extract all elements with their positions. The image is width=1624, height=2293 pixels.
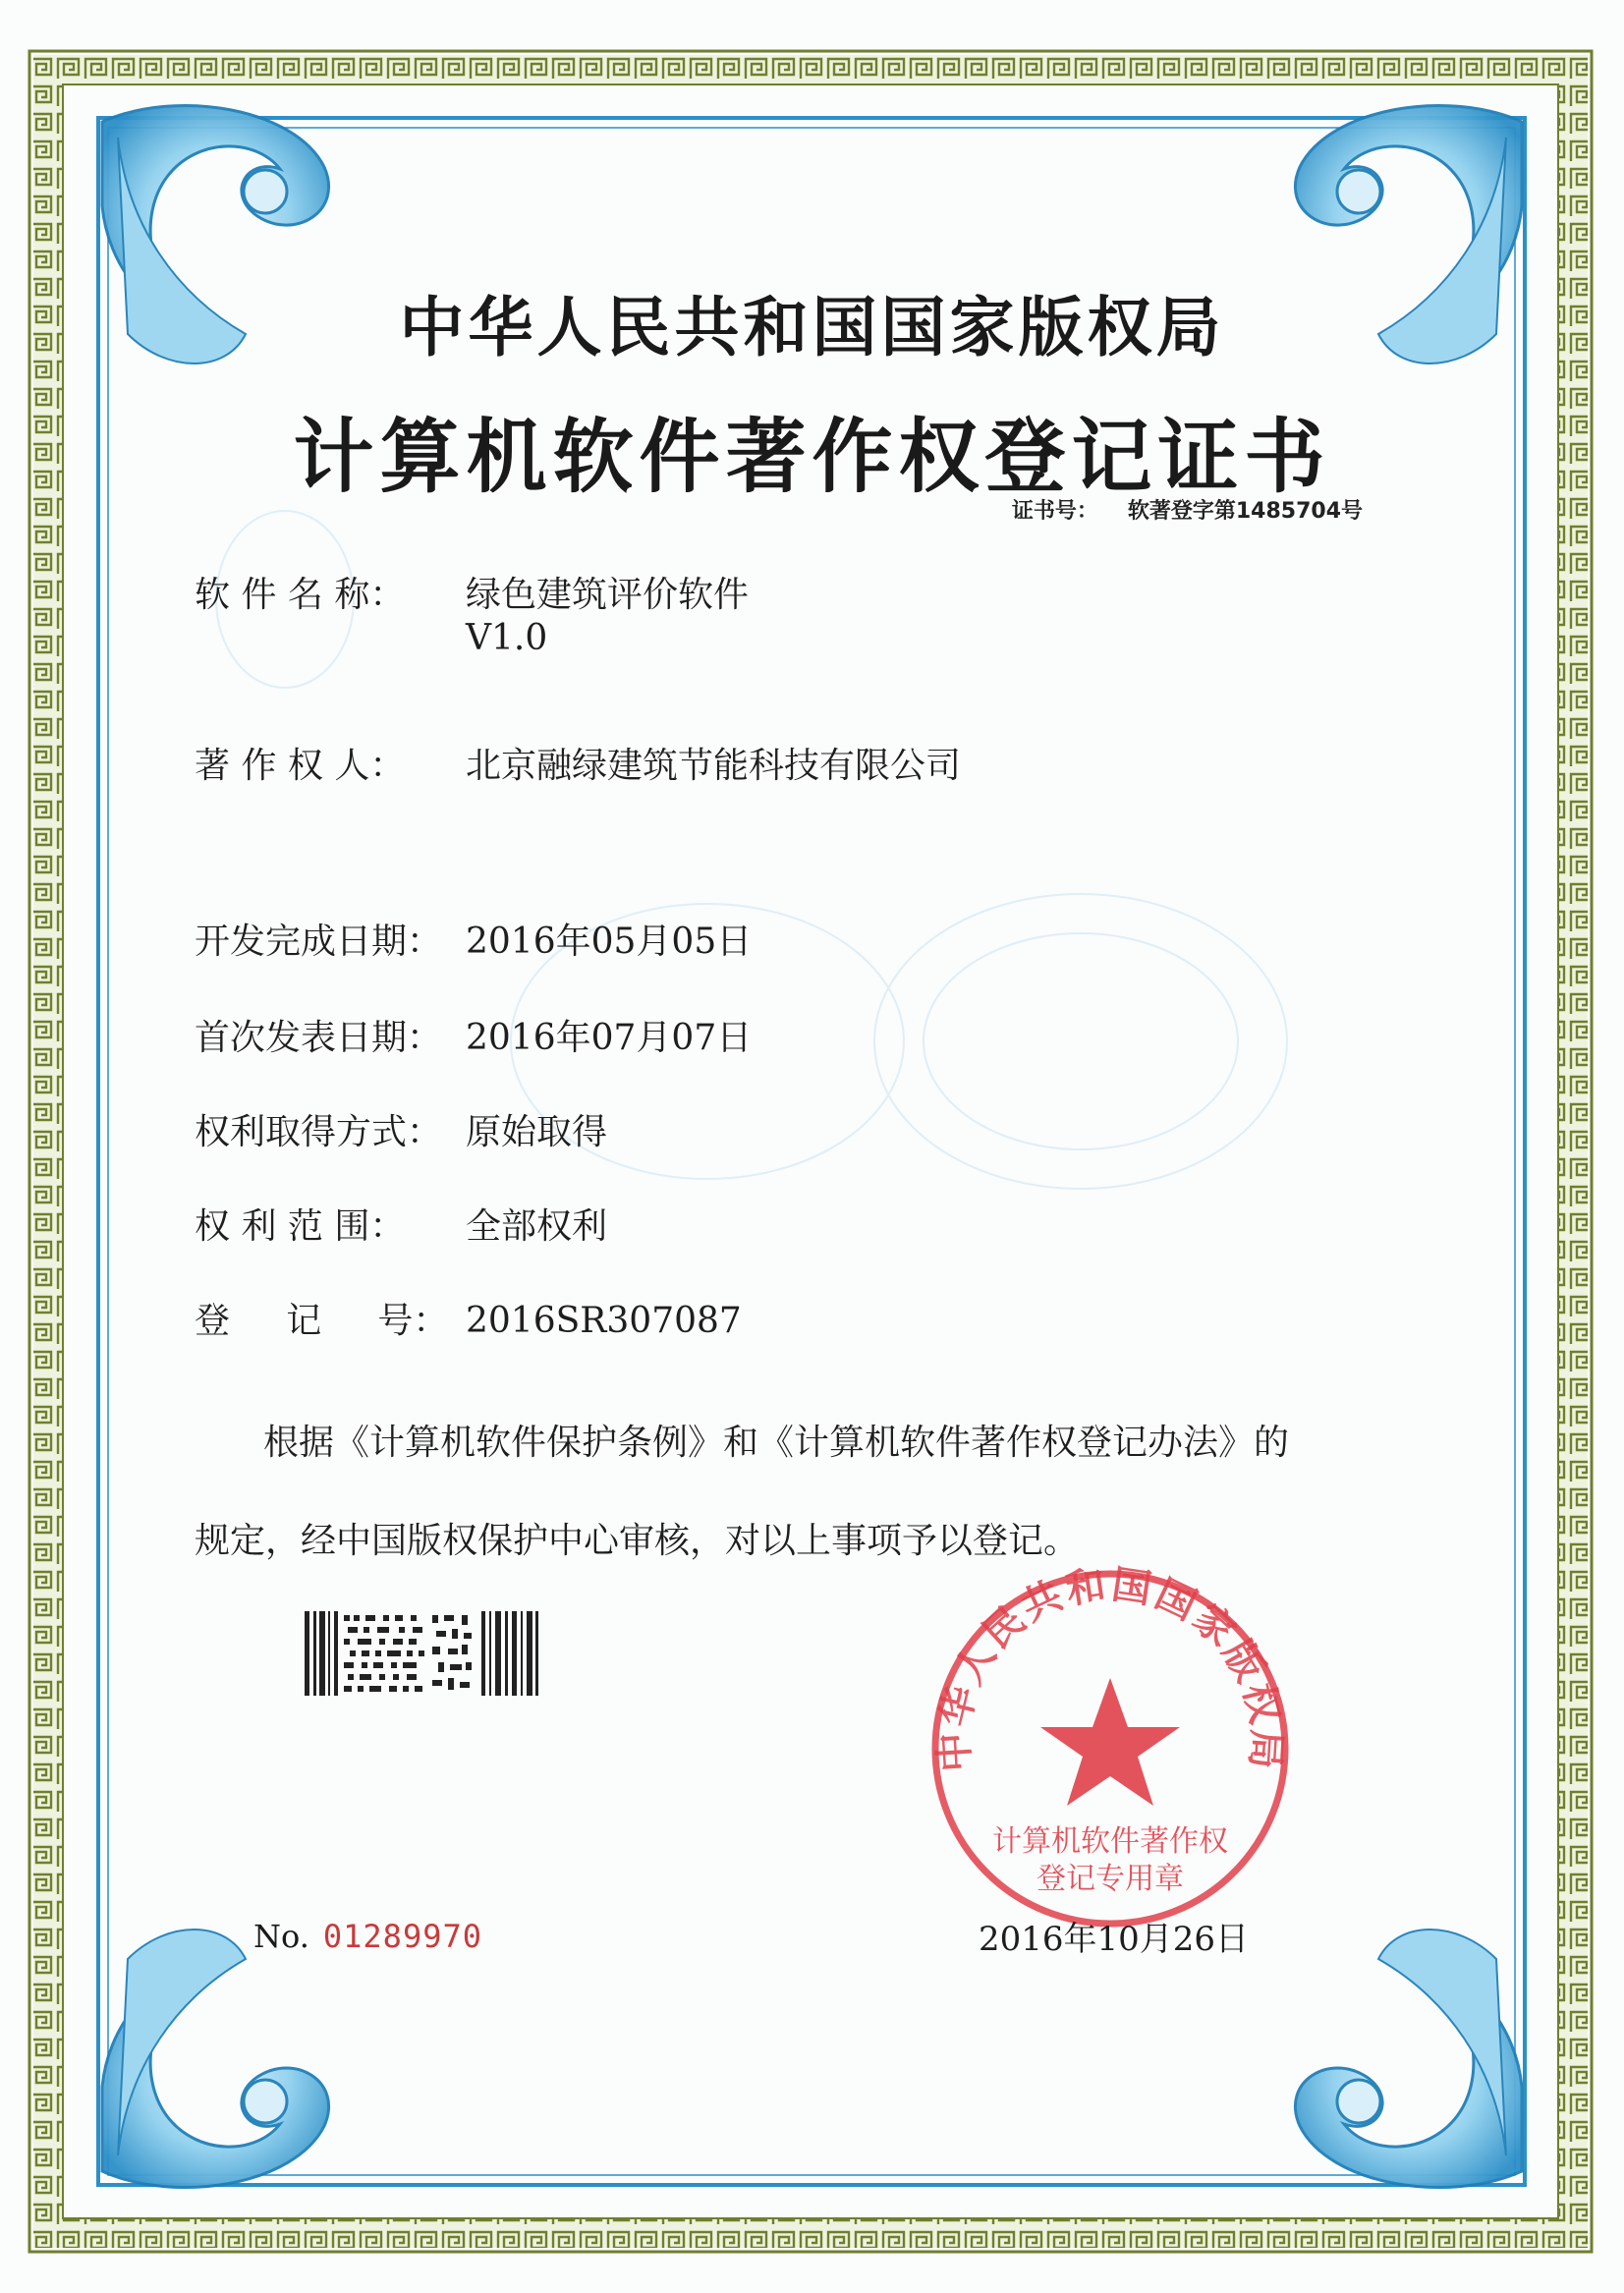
- issuer-title: 中华人民共和国国家版权局: [399, 290, 1225, 365]
- seal-star-icon: [1040, 1678, 1180, 1806]
- certificate-title: 计算机软件著作权登记证书: [293, 411, 1331, 504]
- field-value: 2016年05月05日: [466, 922, 753, 962]
- certificate-number-label: 证书号：: [1011, 499, 1098, 524]
- field-acquisition-method: [195, 1111, 607, 1154]
- field-value: 绿色建筑评价软件: [466, 575, 750, 615]
- field-value: 2016SR307087: [466, 1301, 742, 1341]
- field-completion-date: [195, 921, 752, 964]
- field-copyright-owner: [195, 745, 961, 788]
- seal-inner-line-1: 计算机软件著作权: [992, 1824, 1228, 1859]
- serial-label: No.: [253, 1918, 309, 1955]
- serial-value: 01289970: [322, 1918, 482, 1955]
- field-value-version: V1.0: [466, 618, 548, 658]
- field-software-name: [195, 574, 749, 660]
- official-seal: [914, 1552, 1307, 1945]
- certificate-number: [1012, 494, 1363, 525]
- statement-line-1: 根据《计算机软件保护条例》和《计算机软件著作权登记办法》的: [263, 1423, 1290, 1463]
- seal-inner-line-2: 登记专用章: [1036, 1862, 1184, 1896]
- field-label: 软 件 名 称：: [195, 575, 406, 615]
- statement-line-2: 规定，经中国版权保护中心审核，对以上事项予以登记。: [195, 1521, 1080, 1561]
- field-registration-number: [195, 1300, 742, 1343]
- seal-ring-text: 中华人民共和国国家版权局: [931, 1562, 1289, 1773]
- field-rights-scope: [195, 1205, 607, 1249]
- field-label: 权 利 范 围：: [195, 1206, 406, 1247]
- field-label: 首次发表日期：: [195, 1018, 443, 1058]
- field-value: 原始取得: [466, 1112, 608, 1152]
- corner-ornament-bottom-left: [102, 1929, 329, 2188]
- field-value: 全部权利: [466, 1206, 608, 1247]
- issue-date: 2016年10月26日: [979, 1920, 1250, 1959]
- field-label: 开发完成日期：: [195, 922, 443, 962]
- corner-ornament-bottom-right: [1295, 1929, 1522, 2188]
- field-label: 登 记 号：: [195, 1301, 449, 1341]
- field-value: 北京融绿建筑节能科技有限公司: [466, 746, 962, 786]
- certificate-number-value: 软著登字第1485704号: [1127, 499, 1363, 524]
- serial-number: [253, 1918, 482, 1955]
- field-label: 著 作 权 人：: [195, 746, 406, 786]
- field-value: 2016年07月07日: [466, 1018, 753, 1058]
- field-label: 权利取得方式：: [195, 1112, 443, 1152]
- barcode: [305, 1611, 538, 1696]
- field-publication-date: [195, 1017, 752, 1060]
